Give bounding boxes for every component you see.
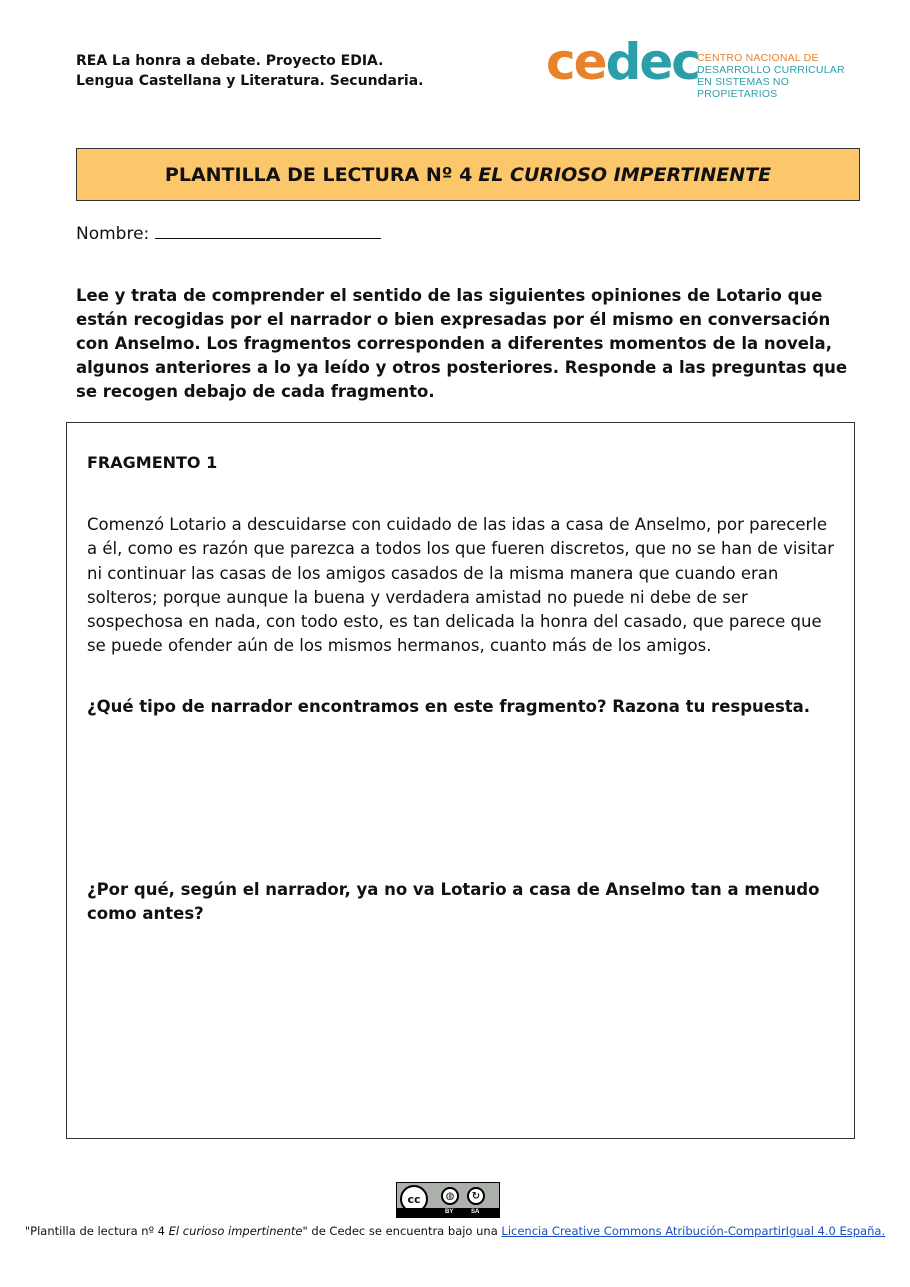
- title-main: PLANTILLA DE LECTURA Nº 4: [164, 163, 473, 186]
- question-2: ¿Por qué, según el narrador, ya no va Lotario a casa de Anselmo tan a menudo como antes?: [87, 880, 820, 923]
- document-header: [76, 51, 423, 91]
- share-alike-icon: ↻: [467, 1187, 485, 1205]
- nombre-blank-line[interactable]: [155, 222, 381, 239]
- logo-tagline: [697, 52, 866, 100]
- cc-icon: cc: [400, 1185, 428, 1213]
- title-italic: EL CURIOSO IMPERTINENTE: [478, 163, 772, 186]
- footer-italic-title: El curioso impertinente: [168, 1224, 303, 1238]
- footer-middle: " de Cedec se encuentra bajo una: [302, 1224, 502, 1238]
- logo-wordmark: cedec: [546, 33, 699, 91]
- logo-tag-line-1: CENTRO NACIONAL DE: [697, 52, 819, 64]
- instructions: Lee y trata de comprender el sentido de las siguientes opiniones de Lotario que están recogidas por el narrador o bien expresadas por él mismo en conversación con Anselmo. Los fragmentos corresponden a diferentes momentos de la novela, algunos anteriores a lo ya leído y otros posteriores. Responde a las preguntas que se recogen debajo de cada fragmento.: [76, 286, 848, 401]
- attribution-icon: ◍: [441, 1187, 459, 1205]
- fragment-box: [66, 422, 855, 1139]
- logo-tag-line-3: EN SISTEMAS NO PROPIETARIOS: [697, 76, 790, 100]
- page-title: [76, 148, 860, 201]
- footer-license: [0, 1224, 910, 1238]
- nombre-field: [76, 222, 381, 244]
- cedec-logo: [546, 33, 866, 100]
- header-line-2: Lengua Castellana y Literatura. Secundaria.: [76, 73, 424, 89]
- by-label: BY: [445, 1209, 454, 1215]
- license-link[interactable]: Licencia Creative Commons Atribución-CompartirIgual 4.0 España.: [501, 1224, 886, 1238]
- question-1: ¿Qué tipo de narrador encontramos en este fragmento? Razona tu respuesta.: [87, 697, 811, 716]
- logo-tag-line-2: DESARROLLO CURRICULAR: [697, 64, 845, 76]
- fragment-text: Comenzó Lotario a descuidarse con cuidado de las idas a casa de Anselmo, por parecerle a él, como es razón que parezca a todos los que fueren discretos, que no se han de visitar ni continuar las casas de los amigos casados de la misma manera que cuando eran solteros; porque aunque la buena y verdadera amistad no puede ni debe de ser sospechosa en nada, con todo esto, es tan delicada la honra del casado, que parece que se puede ofender aún de los mismos hermanos, cuanto más de los amigos.: [87, 515, 835, 656]
- fragment-title: FRAGMENTO 1: [87, 453, 218, 472]
- sa-label: SA: [471, 1209, 480, 1215]
- nombre-label: Nombre:: [76, 224, 150, 244]
- cc-license-badge: [396, 1182, 500, 1218]
- header-line-1: REA La honra a debate. Proyecto EDIA.: [76, 53, 384, 69]
- footer-prefix: "Plantilla de lectura nº 4: [24, 1224, 169, 1238]
